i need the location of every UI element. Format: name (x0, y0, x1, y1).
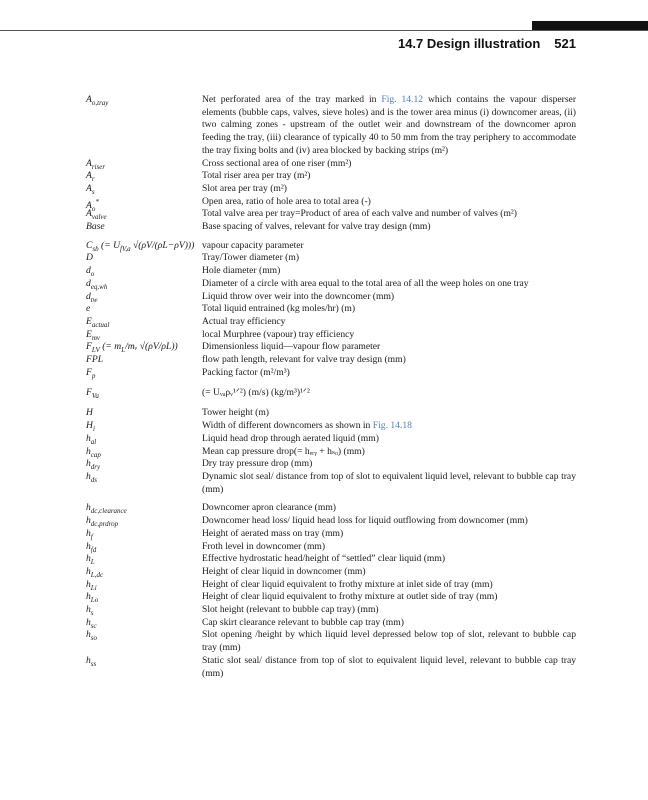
nomenclature-row (0, 240, 648, 253)
nomenclature-row (0, 291, 648, 304)
description: Dimensionless liquid—vapour flow parameter (202, 341, 381, 353)
page-number: 521 (554, 36, 576, 51)
symbol: FPL (86, 354, 104, 366)
nomenclature-row (0, 553, 648, 566)
nomenclature-row (0, 183, 648, 196)
symbol: D (86, 252, 93, 264)
symbol: $h_{ds}$ (86, 470, 98, 484)
symbol: $h_{cap}$ (86, 445, 101, 459)
description: Cap skirt clearance relevant to bubble cap tray (mm) (202, 616, 404, 628)
nomenclature-row (0, 303, 648, 316)
nomenclature-row (0, 278, 648, 291)
description: Packing factor (m²/m³) (202, 366, 290, 378)
symbol: $h_{ss}$ (86, 654, 97, 668)
description: Height of clear liquid equivalent to frothy mixture at inlet side of tray (mm) (202, 578, 493, 590)
description: Dry tray pressure drop (mm) (202, 458, 313, 470)
nomenclature-row (0, 591, 648, 604)
symbol: $h_{Li}$ (86, 578, 97, 592)
description: local Murphree (vapour) tray efficiency (202, 328, 355, 340)
nomenclature-row (0, 158, 648, 171)
description: Tray/Tower diameter (m) (202, 252, 300, 264)
description: Width of different downcomers as shown in Fig. 14.18 (202, 420, 412, 432)
description: Actual tray efficiency (202, 315, 286, 327)
nomenclature-row (0, 94, 648, 158)
nomenclature-row (0, 367, 648, 380)
symbol: $h_s$ (86, 604, 94, 617)
nomenclature-row (0, 471, 648, 496)
nomenclature-row (0, 316, 648, 329)
nomenclature-row (0, 407, 648, 420)
symbol: $A_{valve}$ (86, 208, 107, 222)
description: Mean cap pressure drop(= hₑᵣᵧ + hₛₒ) (mm) (202, 445, 365, 457)
description: Height of clear liquid in downcomer (mm) (202, 565, 366, 577)
description: Dynamic slot seal/ distance from top of slot to equivalent liquid level, relevant to bubble cap tray (mm) (202, 470, 576, 495)
symbol: $A_o^*$ (86, 197, 99, 213)
nomenclature-row (0, 208, 648, 221)
description: vapour capacity parameter (202, 239, 304, 251)
symbol: $A_{o,tray}$ (86, 94, 109, 107)
nomenclature-row (0, 528, 648, 541)
symbol: $E_{actual}$ (86, 315, 110, 329)
description: (= Uᵥₐρᵥ¹ᐟ²) (m/s) (kg/m³)¹ᐟ² (202, 387, 310, 399)
nomenclature-row (0, 579, 648, 592)
symbol: $h_{Lo}$ (86, 591, 99, 605)
symbol: $A_s$ (86, 182, 95, 196)
symbol: $F_{Va}$ (86, 387, 99, 401)
symbol: $C_{sb}$ (= $U_{fV,a}$ √(ρV/(ρL−ρV))) (86, 239, 195, 253)
figure-link[interactable]: Fig. 14.12 (381, 94, 424, 105)
symbol: $h_{L,dc}$ (86, 565, 104, 579)
symbol: Base (86, 221, 105, 233)
running-header (398, 36, 576, 51)
description: Total valve area per tray=Product of area of each valve and number of valves (m²) (202, 208, 518, 220)
nomenclature-row (0, 195, 648, 213)
description: Tower height (m) (202, 407, 269, 419)
nomenclature-row (0, 617, 648, 630)
description: Froth level in downcomer (mm) (202, 540, 326, 552)
description: Effective hydrostatic head/height of “settled” clear liquid (mm) (202, 553, 446, 565)
symbol: $h_{al}$ (86, 432, 97, 446)
symbol: $h_{dc,prdrop}$ (86, 515, 119, 528)
description: flow path length, relevant for valve tray design (mm) (202, 354, 406, 366)
symbol: $F_p$ (86, 366, 96, 380)
nomenclature-row (0, 458, 648, 471)
symbol: $d_{eq,wh}$ (86, 277, 108, 291)
symbol: H (86, 407, 93, 419)
symbol: $h_{dry}$ (86, 458, 101, 472)
description: Cross sectional area of one riser (mm²) (202, 157, 352, 169)
nomenclature-row (0, 329, 648, 342)
symbol: $E_{mv}$ (86, 328, 101, 342)
symbol: $H_i$ (86, 420, 95, 434)
description: Height of aerated mass on tray (mm) (202, 527, 344, 539)
header-rule (0, 30, 648, 31)
description: Net perforated area of the tray marked in Fig. 14.12 which contains the vapour disperser elements (bubble caps, valves, sieve holes) and is the tower area minus (i) downcomer areas, (ii) two calming zones - upstream of the outlet weir and downstream of the downcomer apron feeding the tray, (iii) clearance of typically 40 to 50 mm from the tray periphery to accommodate the tray fixing bolts and (iv) area blocked by backing strips (m²) (202, 94, 577, 156)
nomenclature-row (0, 604, 648, 617)
description: Diameter of a circle with area equal to the total area of all the weep holes on one tray (202, 277, 529, 289)
symbol: $h_f$ (86, 527, 93, 541)
description: Liquid head drop through aerated liquid (mm) (202, 432, 379, 444)
description: Hole diameter (mm) (202, 265, 281, 277)
nomenclature-row (0, 433, 648, 446)
symbol: $h_{sc}$ (86, 616, 97, 630)
symbol: e (86, 303, 91, 315)
nomenclature-row (0, 515, 648, 528)
nomenclature-row (0, 446, 648, 459)
nomenclature-row (0, 170, 648, 183)
symbol: $h_{so}$ (86, 629, 98, 643)
nomenclature-row (0, 341, 648, 354)
section-title: 14.7 Design illustration (397, 36, 541, 51)
nomenclature-row (0, 420, 648, 433)
description: Slot area per tray (m²) (202, 182, 287, 194)
description: Total liquid entrained (kg moles/hr) (m) (202, 303, 356, 315)
symbol: $A_{riser}$ (86, 157, 106, 171)
nomenclature-row (0, 221, 648, 234)
nomenclature-row (0, 629, 648, 654)
description: Total riser area per tray (m²) (202, 170, 311, 182)
symbol: $h_L$ (86, 553, 95, 567)
nomenclature-row (0, 265, 648, 278)
description: Base spacing of valves, relevant for valve tray design (mm) (202, 221, 431, 233)
nomenclature-row (0, 655, 648, 680)
symbol: $F_{LV}$ (= $m_L/mᵥ$ √(ρV/ρL)) (86, 341, 178, 355)
nomenclature-row (0, 252, 648, 265)
symbol: $A_r$ (86, 170, 95, 184)
description: Height of clear liquid equivalent to frothy mixture at outlet side of tray (mm) (202, 591, 498, 603)
description: Liquid throw over weir into the downcomer (mm) (202, 290, 395, 302)
symbol: $d_{tw}$ (86, 290, 98, 304)
symbol: $h_{fd}$ (86, 540, 97, 554)
description: Downcomer apron clearance (mm) (202, 502, 336, 514)
figure-link[interactable]: Fig. 14.18 (372, 420, 412, 432)
symbol: $h_{dc,clearance}$ (86, 502, 127, 516)
nomenclature-row (0, 541, 648, 554)
description: Static slot seal/ distance from top of slot to equivalent liquid level, relevant to bubble cap tray (mm) (202, 654, 576, 679)
nomenclature-list (0, 94, 648, 680)
description: Slot height (relevant to bubble cap tray) (mm) (202, 604, 379, 616)
nomenclature-row (0, 385, 648, 401)
description: Slot opening /height by which liquid level depressed below top of slot, relevant to bubble cap tray (mm) (202, 629, 576, 654)
description: Downcomer head loss/ liquid head loss for liquid outflowing from downcomer (mm) (202, 515, 528, 527)
nomenclature-row (0, 502, 648, 515)
symbol: $d_o$ (86, 265, 95, 279)
description: Open area, ratio of hole area to total area (-) (202, 195, 371, 207)
nomenclature-row (0, 566, 648, 579)
nomenclature-row (0, 354, 648, 367)
